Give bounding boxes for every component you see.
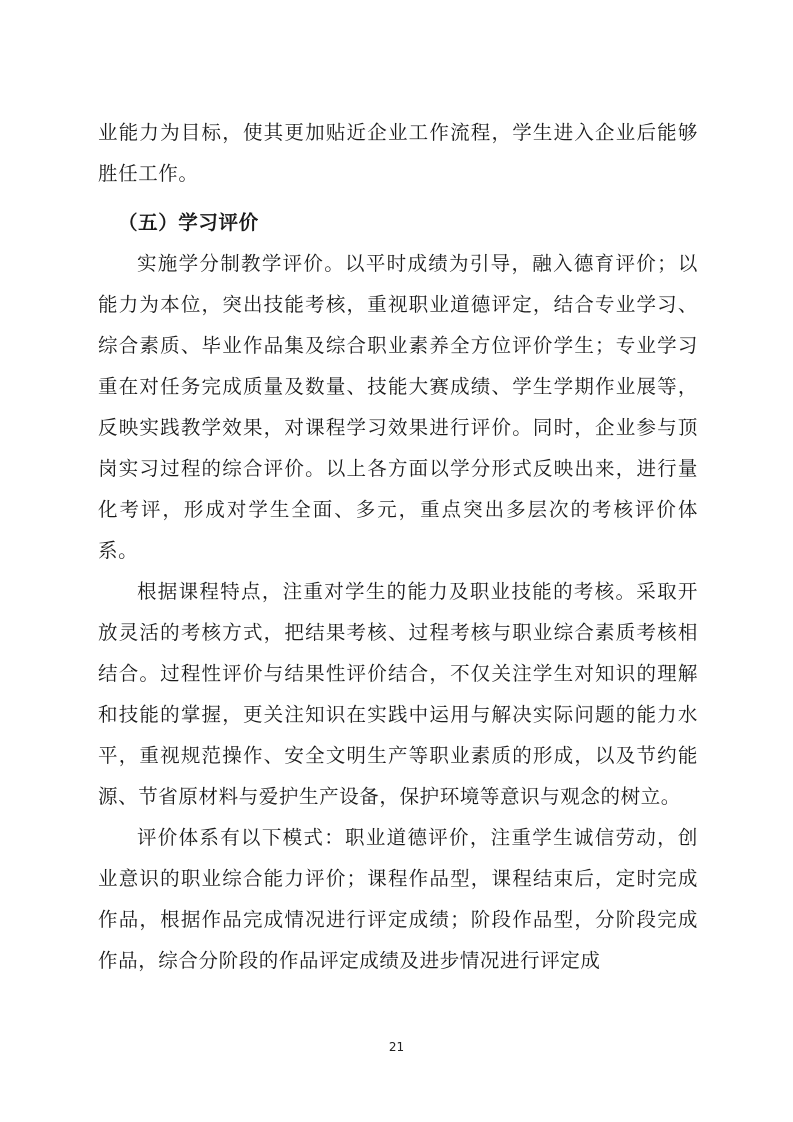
section-heading-learning-evaluation: （五）学习评价 (118, 211, 259, 234)
paragraph-credit-system-evaluation: 实施学分制教学评价。以平时成绩为引导，融入德育评价；以能力为本位，突出技能考核，重视职业道德评定，结合专业学习、综合素质、毕业作品集及综合职业素养全方位评价学生；专业学习重在对任务完成质量及数量、技能大赛成绩、学生学期作业展等，反映实践教学效果，对课程学习效果进行评价。同时，企业参与顶岗实习过程的综合评价。以上各方面以学分形式反映出来，进行量化考评，形成对学生全面、多元，重点突出多层次的考核评价体系。 (98, 252, 698, 562)
paragraph-continuation: 业能力为目标，使其更加贴近企业工作流程，学生进入企业后能够胜任工作。 (98, 121, 698, 185)
page-number: 21 (388, 1040, 405, 1054)
paragraph-course-assessment: 根据课程特点，注重对学生的能力及职业技能的考核。采取开放灵活的考核方式，把结果考核、过程考核与职业综合素质考核相结合。过程性评价与结果性评价结合，不仅关注学生对知识的理解和技能的掌握，更关注知识在实践中运用与解决实际问题的能力水平，重视规范操作、安全文明生产等职业素质的形成，以及节约能源、节省原材料与爱护生产设备，保护环境等意识与观念的树立。 (98, 580, 698, 808)
page-content (98, 112, 698, 981)
spacer (98, 194, 698, 202)
paragraph-evaluation-modes: 评价体系有以下模式：职业道德评价，注重学生诚信劳动，创业意识的职业综合能力评价；课程作品型，课程结束后，定时完成作品，根据作品完成情况进行评定成绩；阶段作品型，分阶段完成作品，综合分阶段的作品评定成绩及进步情况进行评定成 (98, 826, 698, 972)
